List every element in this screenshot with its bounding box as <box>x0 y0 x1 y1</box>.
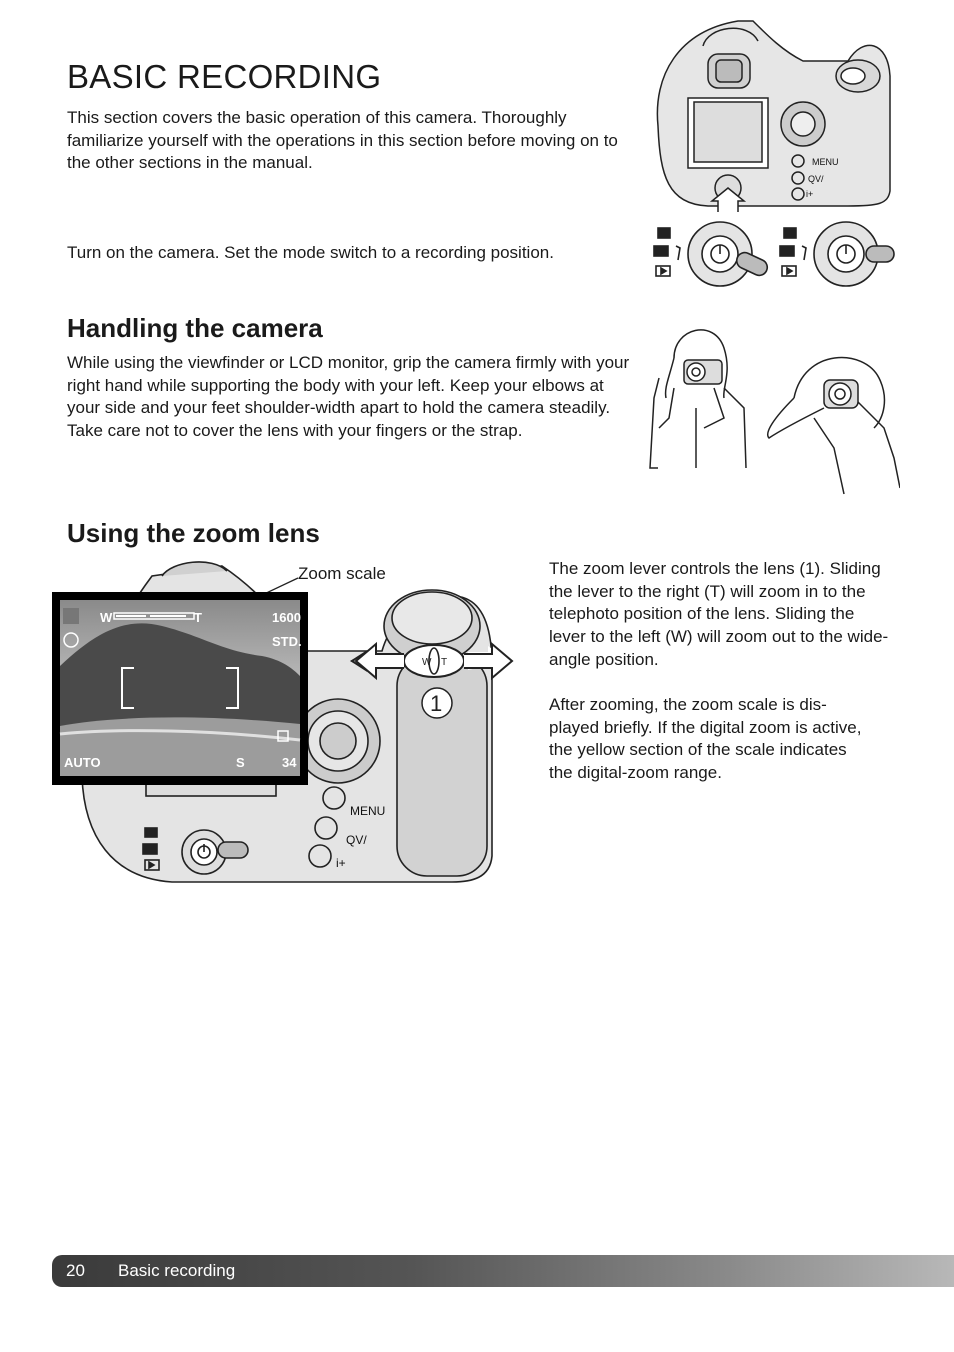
lever-w-label: W <box>422 657 432 668</box>
lcd-size: 1600 <box>272 610 301 625</box>
footer-section: Basic recording <box>118 1261 236 1280</box>
page-number: 20 <box>66 1261 85 1280</box>
mode-switch-record-illustration <box>652 218 772 290</box>
camera-back-illustration <box>648 16 896 212</box>
lcd-w: W <box>100 610 113 625</box>
handling-paragraph: While using the viewfinder or LCD monitor, grip the camera firmly with your right hand while supporting the body with your left. Keep your elbows at your side and your feet shoulder-width apart to hold the camera steadily. Take care not to cover the lens with your fingers or the strap. <box>67 353 630 441</box>
callout-number: 1 <box>430 691 443 716</box>
zoom-heading: Using the zoom lens <box>67 518 320 548</box>
lcd-frames: 34 <box>282 755 297 770</box>
turn-on-instruction: Turn on the camera. Set the mode switch to a recording position. <box>67 243 554 262</box>
back-menu-label: MENU <box>812 157 839 167</box>
qv-button-label: QV/ <box>346 833 367 847</box>
lcd-s: S <box>236 755 245 770</box>
page-title: BASIC RECORDING <box>67 58 382 95</box>
lcd-auto: AUTO <box>64 755 101 770</box>
mode-switch-movie-illustration <box>778 218 898 290</box>
lcd-t: T <box>194 610 202 625</box>
lcd-quality: STD. <box>272 634 302 649</box>
zoom-camera-illustration <box>52 556 514 886</box>
back-info-label: i+ <box>806 189 814 199</box>
intro-paragraph: This section covers the basic operation of this camera. Thoroughly familiarize yourself with the operations in this section before moving on to the other sections in the manual. <box>67 108 618 173</box>
lever-t-label: T <box>441 657 448 668</box>
zoom-paragraph-2: After zooming, the zoom scale is dis-played briefly. If the digital zoom is active, the yellow section of the scale indicates the digital-zoom range. <box>549 695 862 783</box>
zoom-paragraph-1: The zoom lever controls the lens (1). Sliding the lever to the right (T) will zoom in to the telephoto position of the lens. Sliding the lever to the left (W) will zoom out to the wide-angle position. <box>549 559 889 669</box>
holding-camera-illustration <box>644 318 900 496</box>
footer-bar <box>52 1255 954 1287</box>
info-button-label: i+ <box>336 856 346 870</box>
handling-heading: Handling the camera <box>67 313 323 343</box>
back-qv-label: QV/ <box>808 174 824 184</box>
menu-button-label: MENU <box>350 804 386 818</box>
zoom-scale-callout: Zoom scale <box>298 564 386 583</box>
